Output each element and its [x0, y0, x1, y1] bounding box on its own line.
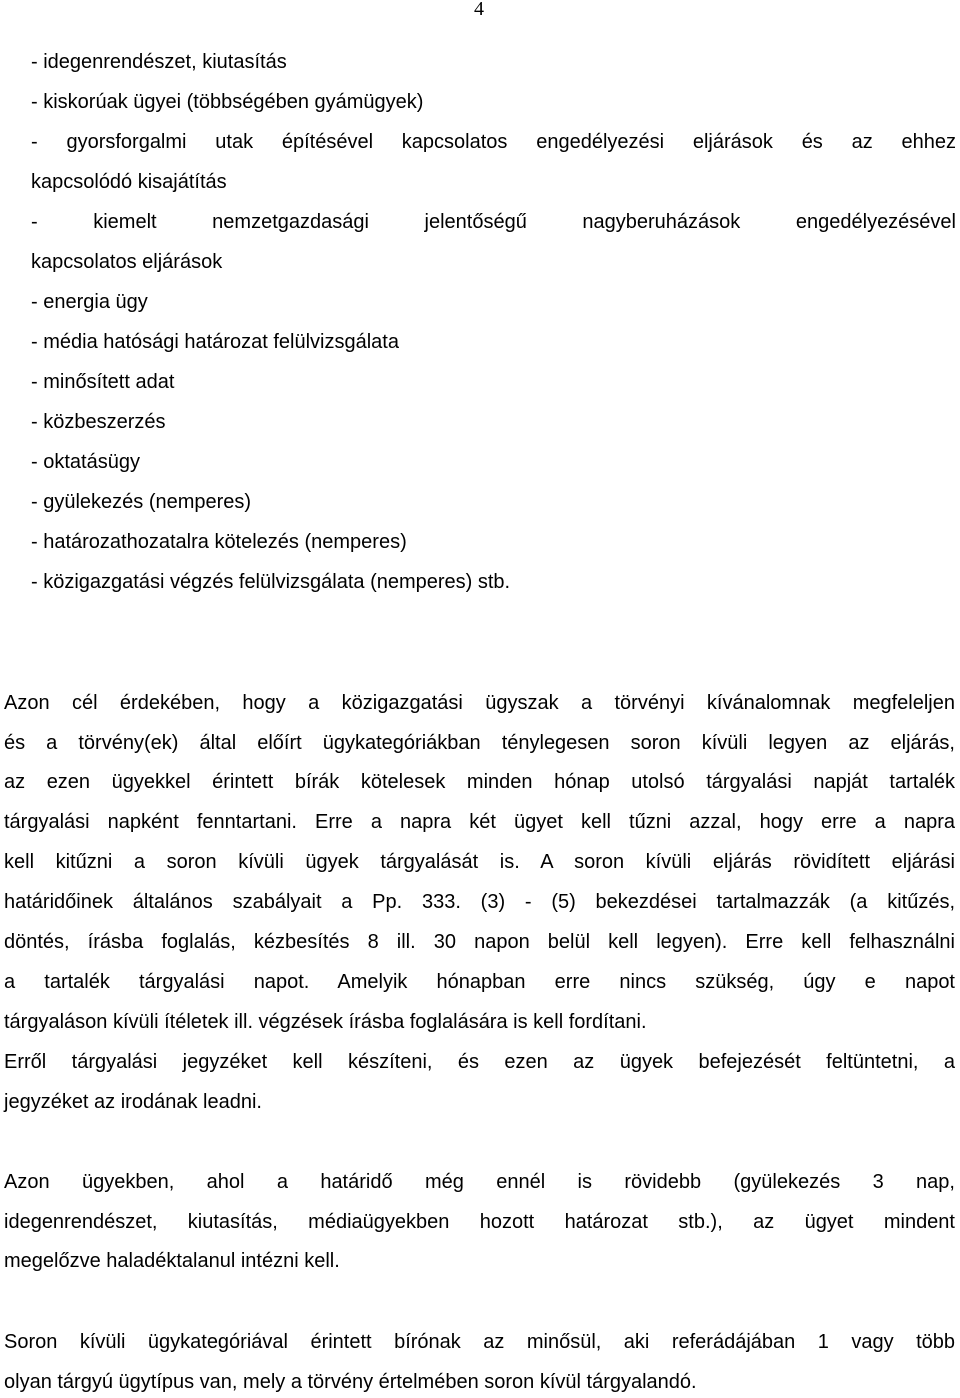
- list-item: - kiemelt nemzetgazdasági jelentőségű nagyberuházások engedélyezésével: [31, 211, 956, 233]
- list-item: - gyülekezés (nemperes): [31, 491, 252, 513]
- list-item: - minősített adat: [31, 371, 175, 393]
- list-item: - oktatásügy: [31, 451, 140, 473]
- paragraph-line: tárgyalási napként fenntartani. Erre a napra két ügyet kell tűzni azzal, hogy erre a napra: [4, 811, 955, 833]
- paragraph-line: döntés, írásba foglalás, kézbesítés 8 ill. 30 napon belül kell legyen). Erre kell felhasználni: [4, 931, 955, 953]
- list-item: - gyorsforgalmi utak építésével kapcsolatos engedélyezési eljárások és az ehhez: [31, 131, 956, 153]
- paragraph-line: kell kitűzni a soron kívüli ügyek tárgyalását is. A soron kívüli eljárás rövidített eljárási: [4, 851, 955, 873]
- paragraph-line: jegyzéket az irodának leadni.: [4, 1091, 262, 1113]
- page-number: 4: [474, 0, 484, 20]
- list-item: kapcsolatos eljárások: [31, 251, 223, 273]
- list-item: - média hatósági határozat felülvizsgálata: [31, 331, 399, 353]
- paragraph-line: Soron kívüli ügykategóriával érintett bírónak az minősül, aki referádájában 1 vagy több: [4, 1331, 955, 1353]
- list-item: - kiskorúak ügyei (többségében gyámügyek): [31, 91, 424, 113]
- paragraph-line: határidőinek általános szabályait a Pp. 333. (3) - (5) bekezdései tartalmazzák (a kitűzés,: [4, 891, 955, 913]
- paragraph-line: megelőzve haladéktalanul intézni kell.: [4, 1250, 340, 1272]
- paragraph-line: olyan tárgyú ügytípus van, mely a törvény értelmében soron kívül tárgyalandó.: [4, 1371, 697, 1393]
- paragraph-line: idegenrendészet, kiutasítás, médiaügyekben hozott határozat stb.), az ügyet mindent: [4, 1211, 955, 1233]
- paragraph-line: tárgyaláson kívüli ítéletek ill. végzések írásba foglalására is kell fordítani.: [4, 1011, 647, 1033]
- list-item: - idegenrendészet, kiutasítás: [31, 51, 287, 73]
- paragraph-line: Erről tárgyalási jegyzéket kell készíteni, és ezen az ügyek befejezését feltüntetni, a: [4, 1051, 955, 1073]
- list-item: kapcsolódó kisajátítás: [31, 171, 227, 193]
- list-item: - közigazgatási végzés felülvizsgálata (nemperes) stb.: [31, 571, 511, 593]
- paragraph-line: Azon cél érdekében, hogy a közigazgatási ügyszak a törvényi kívánalomnak megfeleljen: [4, 692, 955, 714]
- list-item: - közbeszerzés: [31, 411, 166, 433]
- list-item: - határozathozatalra kötelezés (nemperes): [31, 531, 407, 553]
- paragraph-line: a tartalék tárgyalási napot. Amelyik hónapban erre nincs szükség, úgy e napot: [4, 971, 955, 993]
- paragraph-line: az ezen ügyekkel érintett bírák kötelesek minden hónap utolsó tárgyalási napját tartalék: [4, 771, 955, 793]
- paragraph-line: Azon ügyekben, ahol a határidő még ennél is rövidebb (gyülekezés 3 nap,: [4, 1171, 955, 1193]
- list-item: - energia ügy: [31, 291, 148, 313]
- paragraph-line: és a törvény(ek) által előírt ügykategóriákban ténylegesen soron kívüli legyen az eljárás,: [4, 732, 955, 754]
